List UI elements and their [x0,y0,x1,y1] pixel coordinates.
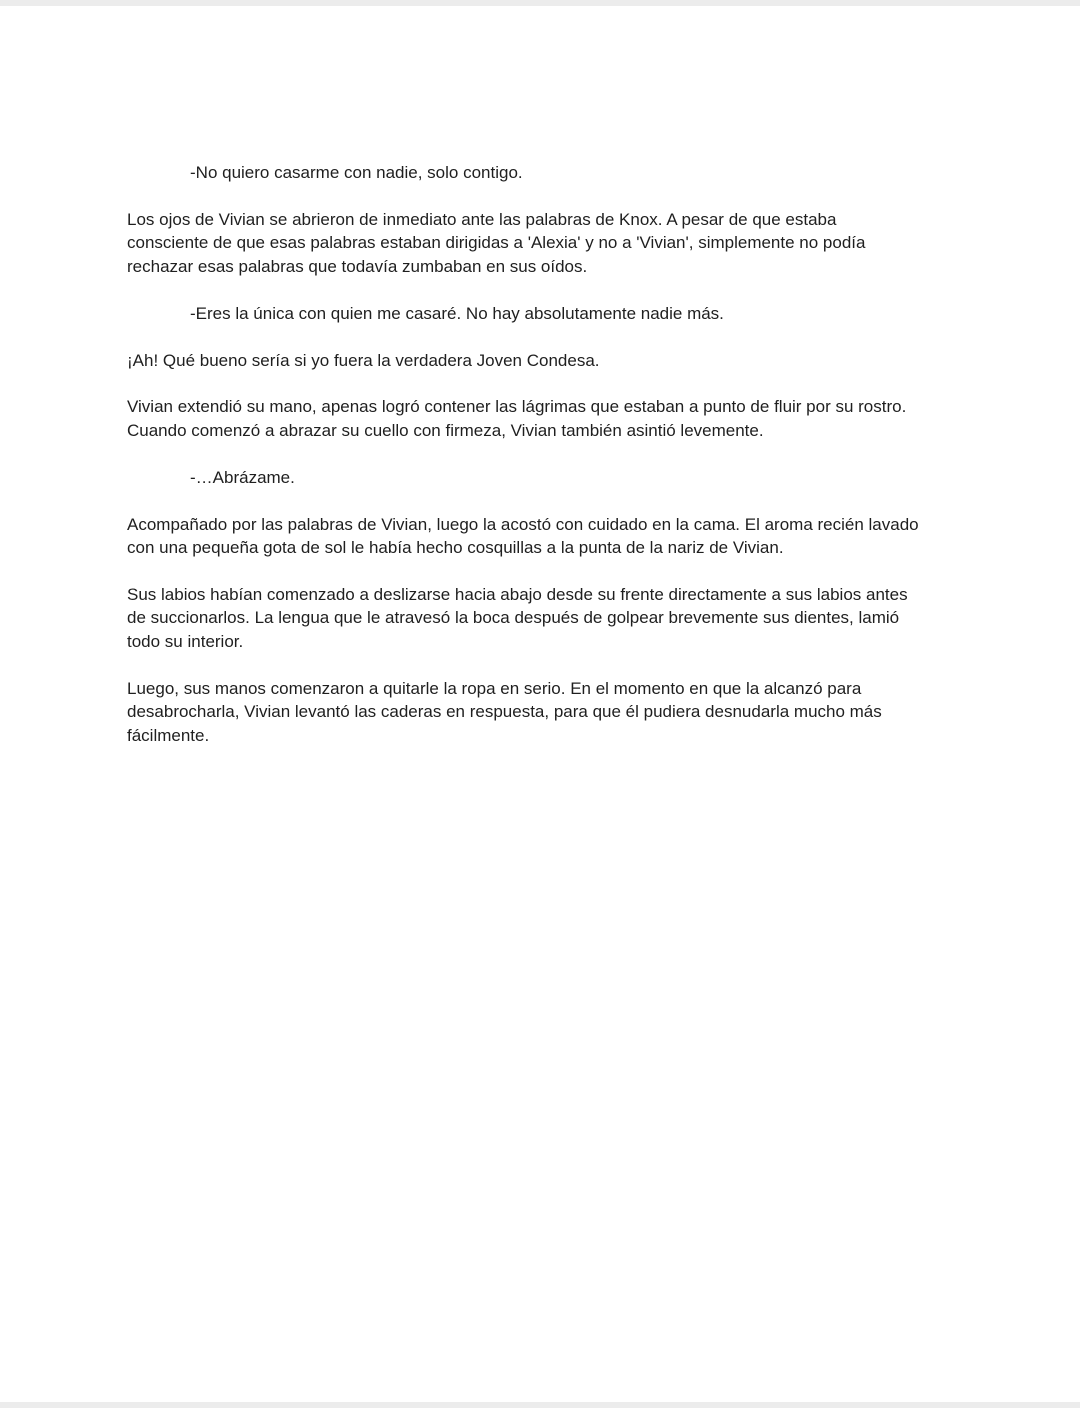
dialogue-paragraph: -No quiero casarme con nadie, solo contigo. [190,163,523,182]
narrative-paragraph: Luego, sus manos comenzaron a quitarle la ropa en serio. En el momento en que la alcanzó para desabrocharla, Vivian levantó las caderas en respuesta, para que él pudiera desnudarla mucho más fácilmente. [127,678,882,745]
narrative-paragraph: Vivian extendió su mano, apenas logró contener las lágrimas que estaban a punto de fluir por su rostro. Cuando comenzó a abrazar su cuello con firmeza, Vivian también asintió levemente. [127,397,907,440]
narrative-paragraph: Acompañado por las palabras de Vivian, luego la acostó con cuidado en la cama. El aroma recién lavado con una pequeña gota de sol le había hecho cosquillas a la punta de la nariz de Vivian. [127,514,919,558]
narrative-paragraph: ¡Ah! Qué bueno sería si yo fuera la verdadera Joven Condesa. [127,350,600,370]
document-page [0,6,1080,1402]
narrative-paragraph: Los ojos de Vivian se abrieron de inmediato ante las palabras de Knox. A pesar de que estaba consciente de que esas palabras estaban dirigidas a 'Alexia' y no a 'Vivian', simplemente no podía rechazar esas palabras que todavía zumbaban en sus oídos. [127,209,866,276]
narrative-paragraph: Sus labios habían comenzado a deslizarse hacia abajo desde su frente directamente a sus labios antes de succionarlos. La lengua que le atravesó la boca después de golpear brevemente sus dientes, lamió todo su interior. [127,584,908,651]
dialogue-paragraph: -…Abrázame. [190,467,295,487]
dialogue-paragraph: -Eres la única con quien me casaré. No hay absolutamente nadie más. [190,303,724,323]
document-body [127,161,957,770]
